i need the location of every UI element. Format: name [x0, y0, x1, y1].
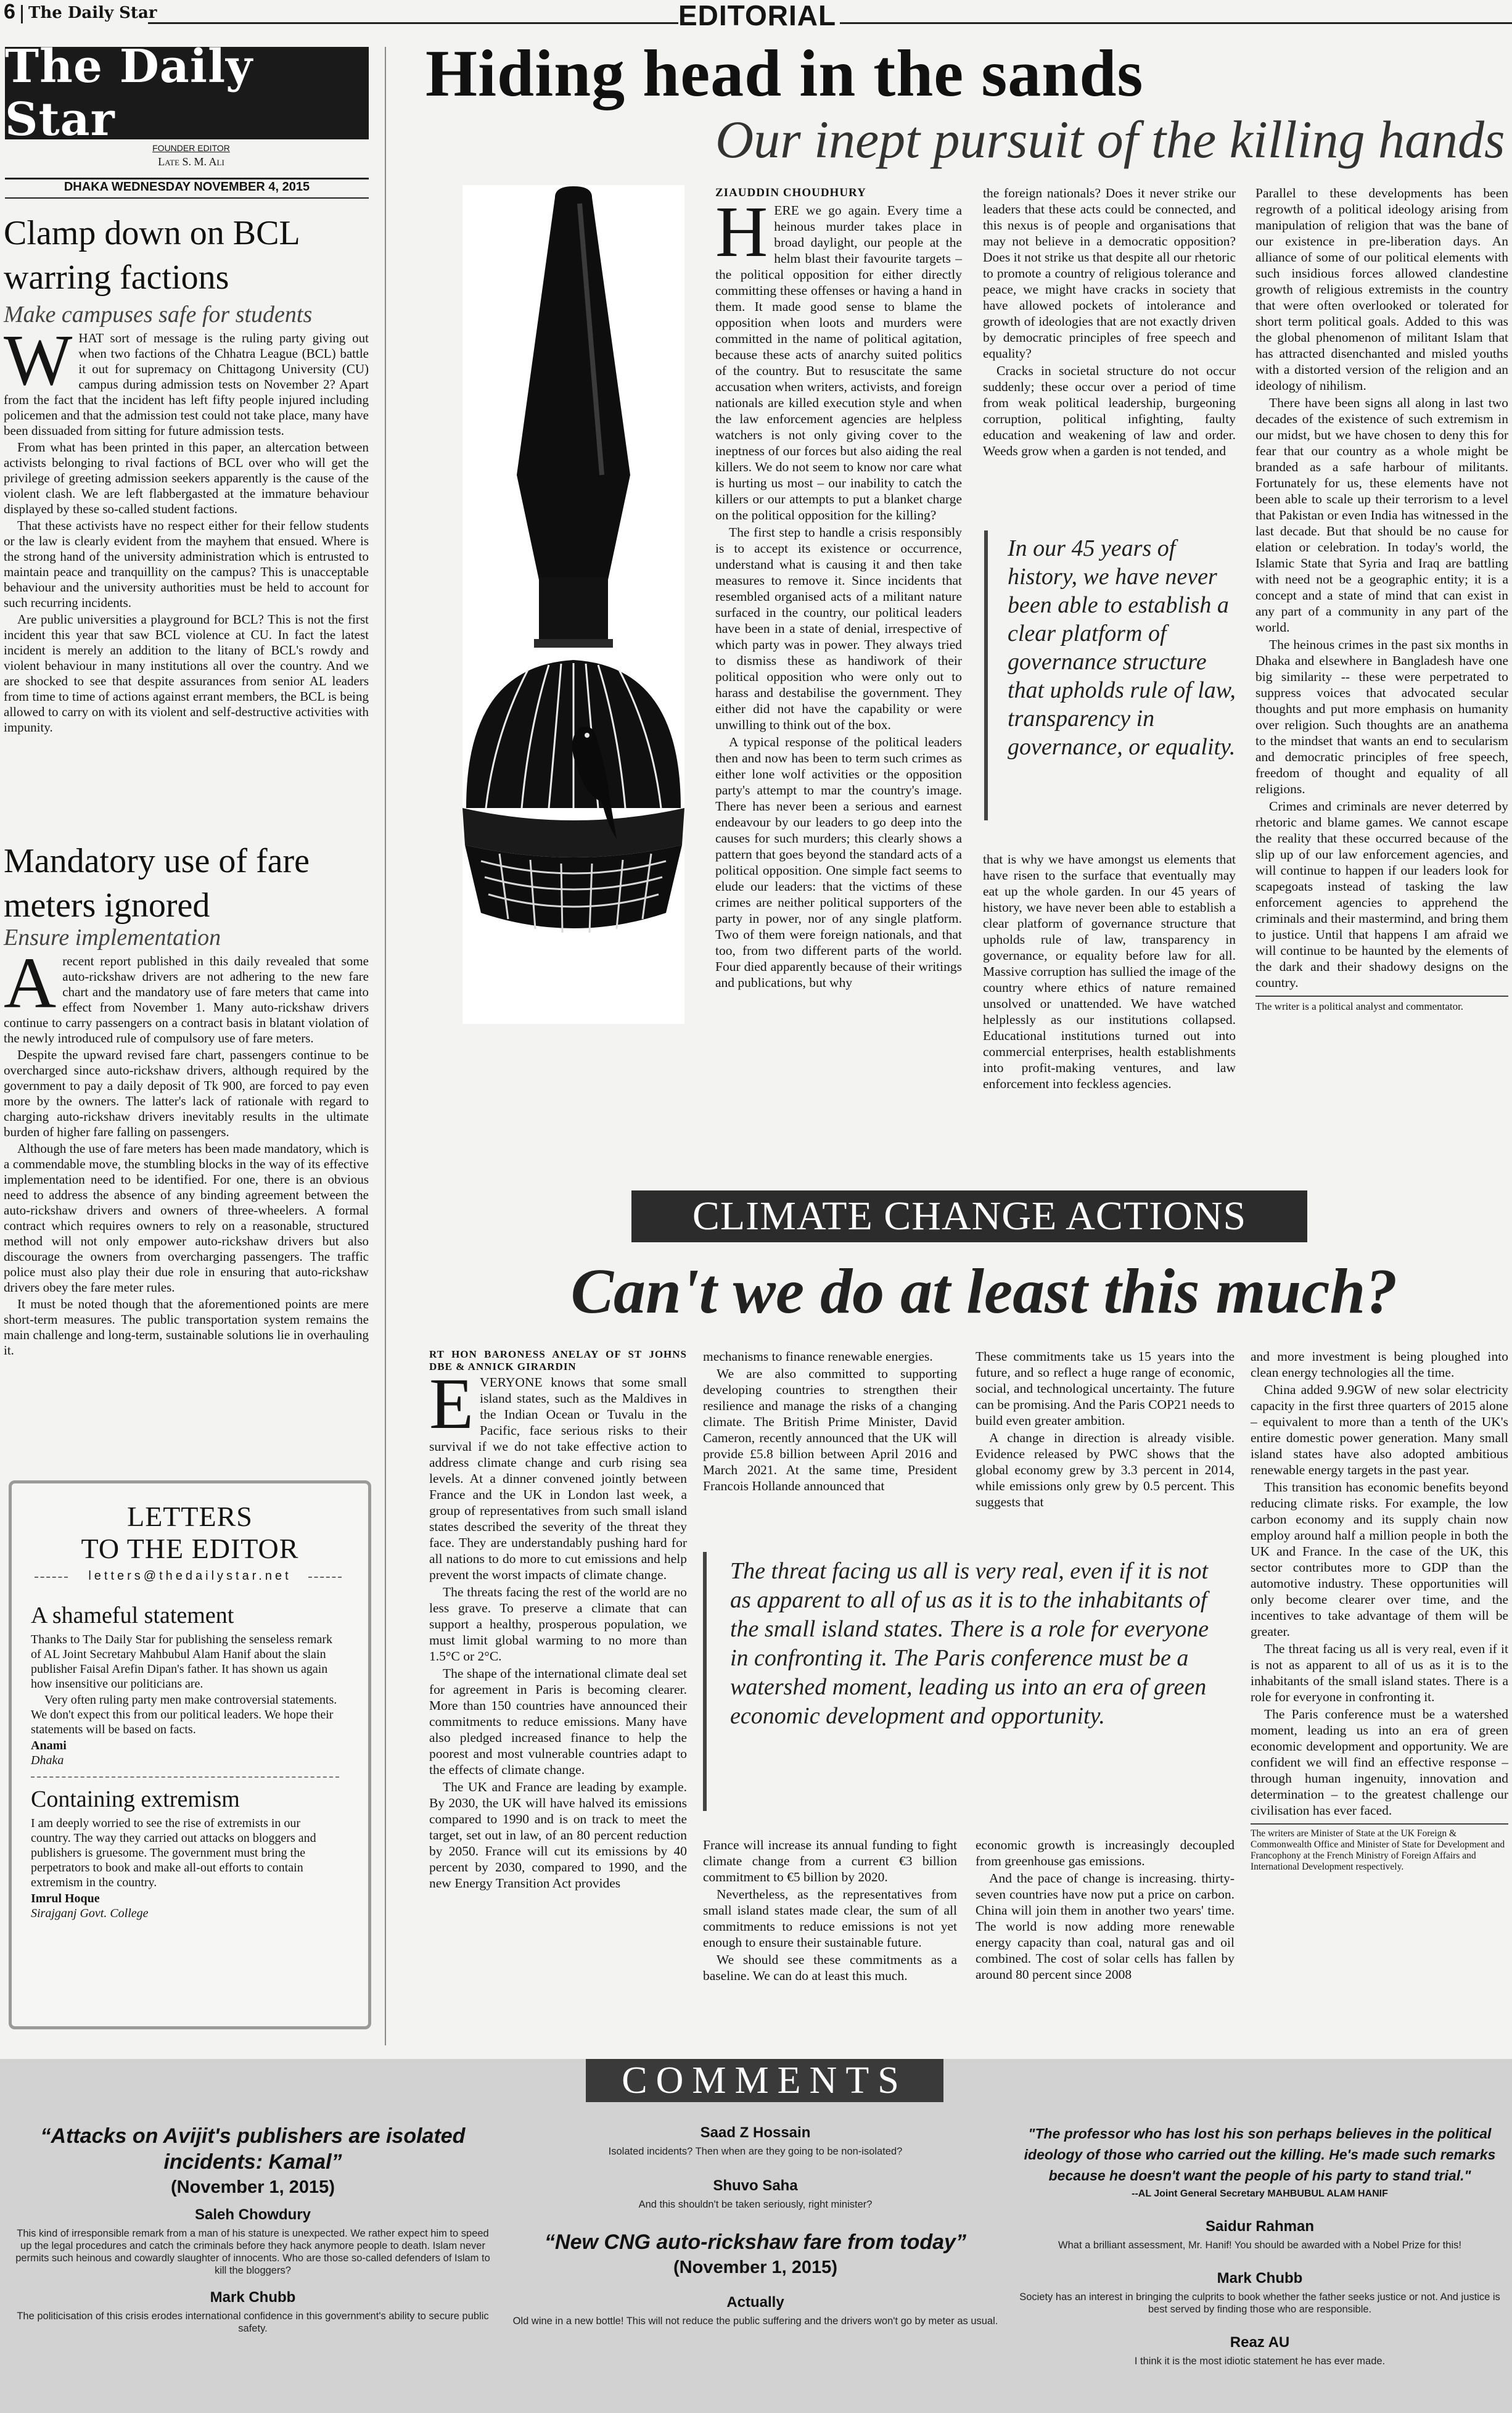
- op2-col2a: [703, 1348, 957, 1495]
- commenter-name: Saidur Rahman: [1205, 2218, 1315, 2235]
- comment-topic-title: “New CNG auto-rickshaw fare from today”: [544, 2230, 966, 2254]
- masthead-rule-bottom: [5, 197, 369, 199]
- paragraph: Despite the upward revised fare chart, passengers continue to be overcharged since auto-rickshaw drivers, although required by the government to pay a daily deposit of Tk 900, are forced to pay even more by the owners. The latter's lack of rationale with regard to charging auto-rickshaw drivers inevitably results in the ultimate burden of higher fare falling on passengers.: [4, 1047, 369, 1139]
- paragraph: It must be noted though that the aforementioned points are mere short-term measures. The public transportation system remains the main challenge and long-term, sustainable solutions lie in overhauling it.: [4, 1297, 369, 1358]
- pullquote-bar: [703, 1552, 707, 1811]
- divider: [21, 5, 23, 23]
- paragraph: Crimes and criminals are never deterred by rhetoric and blame games. We cannot escape the reality that these occurred because of the slip up of our law enforcement agencies, and will continue to happen if our leaders look for scapegoats instead of tasking the law enforcement agencies to apprehend the criminals and their mastermind, and bring them to justice. Until that happens I am afraid we will continue to be haunted by the elements of the dark and their shadowy designs on the country.: [1255, 799, 1508, 990]
- masthead-logo: [5, 40, 369, 146]
- paragraph: France will increase its annual funding to fight climate change from a current €3 billion commitment to €5 billion by 2020.: [703, 1838, 957, 1884]
- paragraph: The heinous crimes in the past six months in Dhaka and elsewhere in Bangladesh have one big similarity -- these were perpetrated to suppress voices that advocated secular thoughts and put more emphasis on humanity over religion. Such thoughts are an anathema to the mindset that wants an end to secularism and democratic principles of free speech, freedom of thought and equality of all religions.: [1255, 637, 1508, 796]
- comments-header: [586, 2059, 943, 2102]
- paragraph: Are public universities a playground for BCL? This is not the first incident this year that saw BCL violence at CU. In fact the latest incident is merely an addition to the litany of BCL's rowdy and violent behaviour in many institutions all over the country. And we are shocked to see that despite assurances from senior AL leaders from time to time of actions against errant members, the BCL is being allowed to carry on with its violent and self-destructive activities with impunity.: [4, 612, 369, 735]
- folio-name: The Daily Star: [28, 4, 157, 22]
- comment-text: Isolated incidents? Then when are they going to be non-isolated?: [608, 2146, 903, 2157]
- founder-name: Late S. M. Ali: [158, 155, 224, 168]
- quote-text: "The professor who has lost his son perhaps believes in the political ideology of those who carried out the killing. He's made such remarks because he doesn't want the people of his party to stand trial.": [1024, 2126, 1496, 2184]
- op2-col4: [1251, 1348, 1508, 1873]
- paragraph: and more investment is being ploughed into clean energy technologies all the time.: [1251, 1349, 1508, 1380]
- comment-text: The politicisation of this crisis erodes international confidence in this government's ability to secure public safety.: [17, 2311, 489, 2334]
- letter-author: Imrul Hoque: [31, 1892, 100, 1905]
- paragraph: The Paris conference must be a watershed moment, leading us into an era of green economic development and opportunity. We are confident we will find an effective response – through human ingenuity, innovation and determination – to the greatest challenge our civilisation has ever faced.: [1251, 1707, 1508, 1818]
- comment-text: What a brilliant assessment, Mr. Hanif! You should be awarded with a Nobel Prize for this!: [1058, 2240, 1461, 2251]
- comment-topic-title: “Attacks on Avijit's publishers are isolated incidents: Kamal”: [40, 2124, 466, 2174]
- op2-dropcap: E: [429, 1363, 474, 1444]
- letters-header-line2: TO THE EDITOR: [81, 1533, 299, 1564]
- editorial1-body: [4, 320, 369, 736]
- paragraph: A typical response of the political leaders then and now has been to term such crimes as either lone wolf activities or the opposition party's attempt to mar the country's image. There has never been a serious and earnest endeavour by our leaders to go deep into the causes for such murders; this clearly shows a pattern that goes beyond the standard acts of a political opposition. One simple fact seems to elude our leaders: that the victims of these crimes are neither political supporters of the party in power, nor of any single platform. Two of them were foreign nationals, and that too, from two different parts of the world. Four died apparently because of their writings and publications, but why: [715, 735, 962, 990]
- masthead-name: The Daily Star: [5, 40, 253, 146]
- letter-place: Dhaka: [31, 1754, 64, 1767]
- commenter-name: Saleh Chowdury: [194, 2206, 311, 2223]
- letters-email: letters@thedailystar.net: [88, 1569, 292, 1583]
- paragraph: China added 9.9GW of new solar electricity capacity in the first three quarters of 2015 alone – equivalent to more than a tenth of the UK's entire domestic power generation. Many small island states have also adopted ambitious renewable energy targets in the past year.: [1251, 1382, 1508, 1477]
- editorial1-dropcap: W: [4, 320, 73, 400]
- comment-text: Old wine in a new bottle! This will not reduce the public suffering and the drivers won't go by meter as usual.: [512, 2316, 998, 2327]
- paragraph: We are also committed to supporting developing countries to strengthen their resilience and manage the risks of a changing climate. The British Prime Minister, David Cameron, recently announced that the UK will provide £5.8 billion between April 2016 and March 2021. At the same time, President Francois Hollande announced that: [703, 1366, 957, 1493]
- op2-col2b: [703, 1837, 957, 1985]
- editorial2-body: [4, 943, 369, 1359]
- paragraph: And the pace of change is increasing. thirty-seven countries have now put a price on carbon. China will join them in another two years' time. The world is now adding more renewable energy capacity than coal, natural gas and oil combined. The cost of solar cells has fallen by around 80 percent since 2008: [976, 1871, 1235, 1982]
- paragraph: The shape of the international climate deal set for agreement in Paris is becoming clearer. More than 150 countries have announced their commitments to reduce emissions. Many have also pledged increased finance to help the poorest and most vulnerable countries adapt to the effects of climate change.: [429, 1666, 687, 1777]
- paragraph: A change in direction is already visible. Evidence released by PWC shows that the global economy grew by 3.3 percent in 2014, while emissions only grew by 0.5 percent. This suggests that: [976, 1430, 1235, 1509]
- letter-body: Thanks to The Daily Star for publishing the senseless remark of AL Joint Secretary Mahbubul Alam Hanif about the slain publisher Faisal Arefin Dipan's father. It has shown us again how insensitive our politicians are.: [31, 1633, 332, 1691]
- comment-topic-date: (November 1, 2015): [171, 2177, 335, 2197]
- header-rule-left: [148, 22, 678, 24]
- editorial2-subtitle: Ensure implementation: [4, 925, 221, 951]
- op2-author-note: The writers are Minister of State at the UK Foreign & Commonwealth Office and Minister of State for Development and Francophony at the French Ministry of Foreign Affairs and International Development respectively.: [1251, 1823, 1508, 1873]
- dateline: DHAKA WEDNESDAY NOVEMBER 4, 2015: [64, 180, 310, 194]
- op1-dropcap: H: [715, 191, 768, 272]
- section-label: EDITORIAL: [678, 0, 837, 31]
- op1-pullquote: In our 45 years of history, we have never been able to establish a clear platform of governance structure that upholds rule of law, transparency in governance, or equality.: [1008, 535, 1236, 760]
- header-rule-right: [840, 22, 1512, 24]
- paragraph: These commitments take us 15 years into the future, and so reflect a huge range of economic, social, and technological uncertainty. The future can be promising. And the Paris COP21 needs to build even greater ambition.: [976, 1349, 1235, 1428]
- letter-title: A shameful statement: [31, 1602, 234, 1628]
- letter-divider: [31, 1776, 339, 1778]
- paragraph: The threats facing the rest of the world are no less grave. To preserve a climate that can support a healthy, prosperous population, we must limit global warming to no more than 1.5°C or 2°C.: [429, 1585, 687, 1664]
- comment-text: This kind of irresponsible remark from a man of his stature is unexpected. We rather expect him to speed up the legal procedures and catch the criminals before they hack anymore people to death. Islam never permits such heinous and cowardly slaughter of innocents. Who are those so-called defenders of Islam to kill the bloggers?: [15, 2228, 490, 2276]
- op1-author-note: The writer is a political analyst and commentator.: [1255, 996, 1508, 1013]
- paragraph: There have been signs all along in last two decades of the existence of such extremism in our midst, but we have chosen to deny this for fear that our country as a whole might be branded as a safe harbour of militants. Fortunately for us, these elements have not been able to scale up their terrorism to a level that Pakistan or even India has witnessed in the last decade. But that should be no cause for elation or celebration. In today's world, the Islamic State that Syria and Iraq are battling with need not be a geographic entity; it is a concept and a state of mind that can exist in any part of a community in any part of the world.: [1255, 395, 1508, 635]
- op2-pullquote: The threat facing us all is very real, even if it is not as apparent to all of us as it is to the inhabitants of the small island states. There is a role for everyone in confronting it. The Paris conference must be a watershed moment, leading us into an era of green economic development and opportunity.: [730, 1558, 1209, 1729]
- paragraph: The threat facing us all is very real, even if it is not as apparent to all of us as it is to the inhabitants of the small island states. There is a role for everyone in confronting it.: [1251, 1641, 1508, 1704]
- letter-author: Anami: [31, 1739, 67, 1752]
- paragraph: economic growth is increasingly decoupled from greenhouse gas emissions.: [976, 1838, 1235, 1868]
- paragraph: Parallel to these developments has been regrowth of a political ideology arising from manipulation of religion that was the bane of our existence in pre-liberation days. An alliance of some of our political elements with such insidious forces allowed clandestine growth of religious extremists in the country that were often overlooked or tolerated for short term political goals. Added to this was the global phenomenon of militant Islam that has attracted disenchanted and misled youths with a distorted version of the religion and an ideology of nihilism.: [1255, 186, 1508, 393]
- microphone-cage-illustration: [462, 185, 684, 1024]
- pullquote-bar: [984, 530, 988, 820]
- paragraph: ERE we go again. Every time a heinous murder takes place in broad daylight, our people at the helm blast their favourite targets – the political opposition for either directly committing these offenses or having a hand in them. It made good sense to blame the opposition when loots and murders were committed in the name of political agitation, because these acts of anarchy suited politics of the country. But to resuscitate the same accusation when writers, activists, and foreign nationals are killed execution style and when the law enforcement agencies are helpless watchers is not only giving cover to the ineptness of our forces but also aiding the real killers. We do not seem to know nor care what is hurting us most – our inability to catch the killers or our attempts to put a blanket charge on the political opposition for the killing?: [715, 203, 962, 522]
- paragraph: Cracks in societal structure do not occur suddenly; these occur over a period of time from weak political leadership, burgeoning corruption, political infighting, faulty education and weakening of law and order. Weeds grow when a garden is not tended, and: [983, 363, 1236, 458]
- paragraph: HAT sort of message is the ruling party giving out when two factions of the Chhatra League (BCL) battle it out for supremacy on Chittagong University (CU) campus during admission tests on November 2? Apart from the fact that the incident has left fifty people injured including policemen and that the admission test could not take place, many have been dissuaded from sitting for future admission tests.: [4, 331, 369, 438]
- letters-email-rule: [308, 1577, 342, 1578]
- op2-col3a: [976, 1348, 1235, 1511]
- editorial2-title: Mandatory use of fare meters ignored: [4, 842, 310, 925]
- comment-text: Society has an interest in bringing the culprits to book whether the father seeks justice or not. And justice is best served by finding those who are responsible.: [1019, 2291, 1500, 2315]
- op1-byline: ZIAUDDIN CHOUDHURY: [715, 186, 866, 199]
- paragraph: that is why we have amongst us elements that have risen to the surface that eventually may eat up the whole garden. In our 45 years of history, we have never been able to establish a clear platform of governance structure that upholds rule of law, transparency in governance, or equality before law for all. Massive corruption has sullied the image of the country where ethics of nature remained unsolved or unattended. We have watched helplessly as our institutions collapsed. Educational institutions turned out into commercial enterprises, health establishments into profit-making ventures, and law enforcement into feckless agencies.: [983, 852, 1236, 1091]
- op1-title: Hiding head in the sands: [425, 37, 1144, 110]
- paragraph: mechanisms to finance renewable energies.: [703, 1349, 933, 1364]
- masthead-rule-top: [5, 178, 369, 179]
- founder-label: FOUNDER EDITOR: [152, 143, 230, 153]
- paragraph: We should see these commitments as a baseline. We can do at least this much.: [703, 1952, 957, 1983]
- editorial1-title: Clamp down on BCL warring factions: [4, 214, 299, 297]
- editorial1-subtitle: Make campuses safe for students: [4, 302, 313, 328]
- op2-byline: RT HON BARONESS ANELAY OF ST JOHNS DBE & ANNICK GIRARDIN: [429, 1348, 687, 1372]
- paragraph: the foreign nationals? Does it never strike our leaders that these acts could be connected, and this nexus is of people and organisations that may not believe in a democratic opposition? Does it not strike us that despite all our rhetoric to promote a country of religious tolerance and peace, we might have cracks in society that have allowed pockets of intolerance and growth of ideologies that are not exactly driven by democratic principles of free speech and equality?: [983, 186, 1236, 361]
- letter-1: [31, 1601, 339, 1921]
- paragraph: Although the use of fare meters has been made mandatory, which is a commendable move, the stumbling blocks in the way of its effective implementation need to be identified. For one, there is an obvious need to address the absence of any binding agreement between the auto-rickshaw drivers and owners of three-wheelers. A formal contract which requires owners to rely on a reasonable, structured method will not only empower auto-rickshaw drivers but also discourage the owners from overcharging passengers. The traffic police must also play their due role in ensuring that auto-rickshaw drivers obey the fare meter rules.: [4, 1141, 369, 1295]
- paragraph: That these activists have no respect either for their fellow students or the law is clearly evident from the mayhem that ensued. Where is the strong hand of the university administration which is entrusted to maintain peace and tranquillity on the campus? This is unacceptable behaviour and the university authorities must be held to account for such recurring incidents.: [4, 518, 369, 610]
- commenter-name: Mark Chubb: [210, 2289, 296, 2306]
- letter-place: Sirajganj Govt. College: [31, 1907, 149, 1920]
- letter-title: Containing extremism: [31, 1786, 240, 1812]
- paragraph: recent report published in this daily revealed that some auto-rickshaw drivers are not adhering to the new fare chart and the mandatory use of fare meters that came into effect from November 1. Many auto-rickshaw drivers continue to carry passengers on a contract basis in blatant violation of the newly introduced rule of compulsory use of fare meters.: [4, 954, 369, 1046]
- op1-col3: [1255, 185, 1508, 1013]
- paragraph: VERYONE knows that some small island states, such as the Maldives in the Indian Ocean or Tuvalu in the Pacific, face serious risks to their survival if we do not take effective action to address climate change and curb rising sea levels. At a dinner convened jointly between France and the UK in London last week, a group of representatives from such small island states described the severity of the threat they face. They are understandably pushing hard for all nations to do more to cut emissions and help prevent the worst impacts of climate change.: [429, 1375, 687, 1582]
- comments-left: [12, 2123, 493, 2335]
- op1-col1: [715, 185, 962, 992]
- column-divider: [385, 47, 386, 2045]
- letters-header-line1: LETTERS: [127, 1501, 253, 1532]
- paragraph: Nevertheless, as the representatives from small island states made clear, the sum of all commitments to reduce emissions is not yet enough to ensure their sustainable future.: [703, 1887, 957, 1950]
- paragraph: From what has been printed in this paper, an altercation between activists belonging to rival factions of BCL over who will get the privilege of greeting admission seekers apparently is the cause of the violent clash. We are left flabbergasted at the immature behaviour displayed by these so-called student factions.: [4, 440, 369, 516]
- comments-header-text: COMMENTS: [622, 2059, 908, 2102]
- quote-attribution: --AL Joint General Secretary MAHBUBUL ALAM HANIF: [1132, 2188, 1388, 2199]
- commenter-name: Actually: [726, 2294, 784, 2311]
- page-header: [0, 0, 1512, 30]
- commenter-name: Saad Z Hossain: [700, 2124, 811, 2141]
- letter-body: I am deeply worried to see the rise of extremists in our country. The way they carried out attacks on bloggers and publishers is gruesome. The government must bring the perpetrators to book and make all-out efforts to contain extremism in the country.: [31, 1817, 316, 1889]
- comment-text: And this shouldn't be taken seriously, right minister?: [638, 2199, 873, 2210]
- commenter-name: Shuvo Saha: [713, 2177, 798, 2194]
- letter-body: Very often ruling party men make controversial statements. We don't expect this from our political leaders. We hope their statements will be based on facts.: [31, 1693, 337, 1736]
- paragraph: The first step to handle a crisis responsibly is to accept its existence or occurrence, understand what is causing it and then take measures to remove it. Since incidents that resembled organised acts of a militant nature surfaced in the country, our political leaders have been in a state of denial, irrespective of which party was in power. They always tried to dismiss these as handiwork of their political opposition who were only out to harass and destabilise the government. They either did not have the capability or were unwilling to think out of the box.: [715, 525, 962, 732]
- page-number: 6: [4, 0, 15, 23]
- comments-middle: [512, 2124, 999, 2327]
- comment-text: I think it is the most idiotic statement he has ever made.: [1134, 2356, 1386, 2367]
- op1-col2b: [983, 851, 1236, 1093]
- paragraph: This transition has economic benefits beyond reducing climate risks. For example, the low carbon economy and its supply chain now employ around half a million people in both the UK and France. In the case of the UK, this sector contributes more to GDP than the automotive industry. These opportunities will only become clearer over time, and the incentives to take advantage of them will be greater.: [1251, 1480, 1508, 1639]
- commenter-name: Reaz AU: [1230, 2334, 1290, 2351]
- commenter-name: Mark Chubb: [1217, 2270, 1303, 2287]
- editorial2-dropcap: A: [4, 943, 57, 1023]
- paragraph: The UK and France are leading by example. By 2030, the UK will have halved its emissions compared to 1990 and is on track to meet the target, set out in law, of an 80 percent reduction by 2050. France will cut its emissions by 40 percent by 2030, compared to 1990, and the new Energy Transition Act provides: [429, 1780, 687, 1891]
- op1-col2a: [983, 185, 1236, 460]
- comment-topic-date: (November 1, 2015): [673, 2258, 837, 2277]
- op2-col3b: [976, 1837, 1235, 1984]
- letters-email-rule: [35, 1577, 68, 1578]
- comments-right: [1016, 2123, 1503, 2367]
- op2-banner-text: CLIMATE CHANGE ACTIONS: [692, 1194, 1247, 1239]
- op2-col1: [429, 1348, 687, 1892]
- op2-title: Can't we do at least this much?: [570, 1256, 1398, 1327]
- op2-banner: [631, 1190, 1307, 1242]
- op1-subtitle: Our inept pursuit of the killing hands: [715, 110, 1505, 169]
